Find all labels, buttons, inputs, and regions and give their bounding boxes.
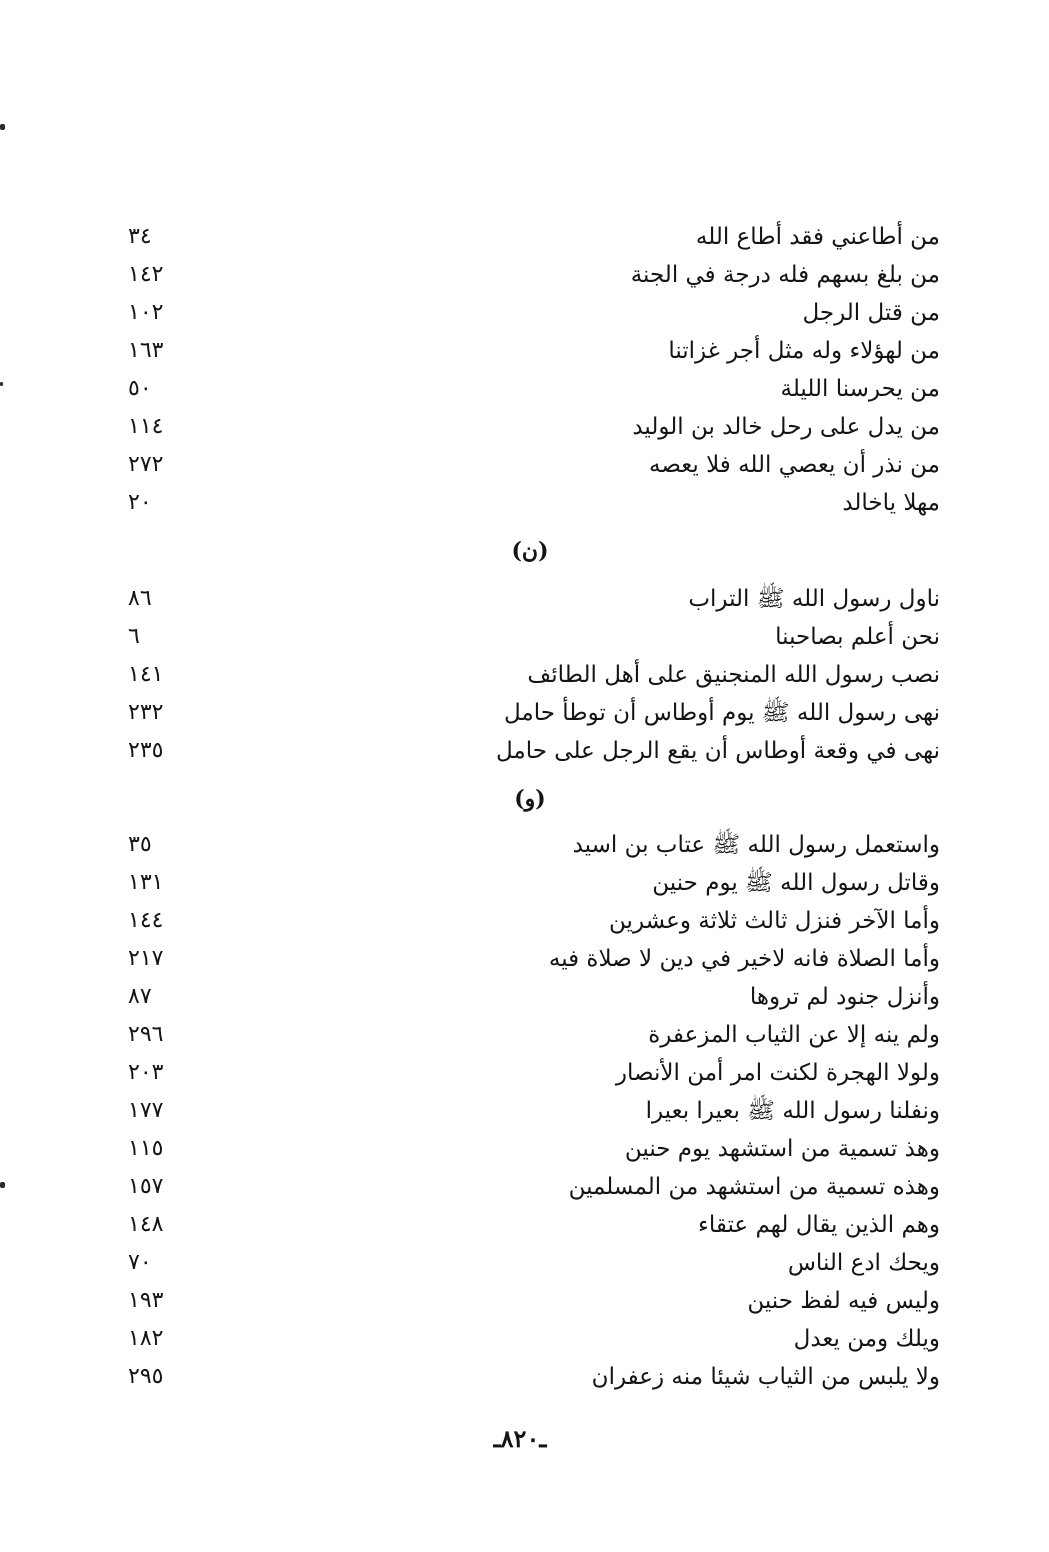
entry-text: نهى رسول الله ﷺ يوم أوطاس أن توطأ حامل xyxy=(503,700,940,726)
entry-page-number: ١٥٧ xyxy=(128,1174,164,1199)
entry-page-number: ٢٠٣ xyxy=(128,1060,164,1085)
index-group-waw xyxy=(120,826,940,1396)
index-entry xyxy=(120,256,940,294)
entry-text: ولولا الهجرة لكنت امر أمن الأنصار xyxy=(615,1060,940,1086)
index-entry xyxy=(120,1016,940,1054)
index-group-mim xyxy=(120,218,940,522)
entry-text: نحن أعلم بصاحبنا xyxy=(775,624,940,650)
entry-text: وهذه تسمية من استشهد من المسلمين xyxy=(568,1174,940,1200)
entry-text: وأما الصلاة فانه لاخير في دين لا صلاة فيه xyxy=(548,946,940,972)
entry-page-number: ٥٠ xyxy=(128,376,152,401)
entry-page-number: ١١٥ xyxy=(128,1136,164,1161)
index-entry xyxy=(120,446,940,484)
entry-text: ولم ينه إلا عن الثياب المزعفرة xyxy=(648,1022,940,1048)
index-entry xyxy=(120,1320,940,1358)
entry-text: واستعمل رسول الله ﷺ عتاب بن اسيد xyxy=(572,832,940,858)
entry-page-number: ١٤١ xyxy=(128,662,164,687)
entry-page-number: ٢٠ xyxy=(128,490,152,515)
entry-page-number: ٢٣٥ xyxy=(128,738,164,763)
index-entry xyxy=(120,1092,940,1130)
page-number: ـ٨٢٠ـ xyxy=(493,1424,547,1453)
entry-page-number: ٢٣٢ xyxy=(128,700,164,725)
index-entry xyxy=(120,408,940,446)
index-entry xyxy=(120,370,940,408)
index-entry xyxy=(120,940,940,978)
index-entry xyxy=(120,294,940,332)
index-entry xyxy=(120,580,940,618)
entry-page-number: ١٦٣ xyxy=(128,338,164,363)
index-entry xyxy=(120,732,940,770)
entry-page-number: ١٤٨ xyxy=(128,1212,164,1237)
entry-text: نصب رسول الله المنجنيق على أهل الطائف xyxy=(527,662,940,688)
index-entry xyxy=(120,1054,940,1092)
index-entry xyxy=(120,1206,940,1244)
index-entry xyxy=(120,218,940,256)
entry-page-number: ٣٥ xyxy=(128,832,152,857)
entry-text: وأما الآخر فنزل ثالث ثلاثة وعشرين xyxy=(609,908,940,934)
entry-text: وهم الذين يقال لهم عتقاء xyxy=(698,1212,940,1238)
index-entry xyxy=(120,864,940,902)
entry-page-number: ١٨٢ xyxy=(128,1326,164,1351)
entry-text: من قتل الرجل xyxy=(802,300,940,326)
entry-page-number: ٦ xyxy=(128,624,140,649)
entry-page-number: ٧٠ xyxy=(128,1250,152,1275)
entry-text: من نذر أن يعصي الله فلا يعصه xyxy=(648,452,940,478)
index-entry xyxy=(120,484,940,522)
index-entry xyxy=(120,1282,940,1320)
entry-page-number: ٨٦ xyxy=(128,586,152,611)
entry-page-number: ١٩٣ xyxy=(128,1288,164,1313)
entry-page-number: ٢٩٦ xyxy=(128,1022,164,1047)
entry-page-number: ١٤٢ xyxy=(128,262,164,287)
entry-page-number: ١٤٤ xyxy=(128,908,164,933)
index-entry xyxy=(120,1168,940,1206)
index-entry xyxy=(120,694,940,732)
entry-page-number: ٨٧ xyxy=(128,984,152,1009)
scan-mark xyxy=(0,124,5,130)
section-heading-nun: (ن) xyxy=(511,538,549,564)
index-entry xyxy=(120,332,940,370)
index-entry xyxy=(120,1244,940,1282)
entry-page-number: ١٠٢ xyxy=(128,300,164,325)
section-heading-waw: (و) xyxy=(514,786,546,812)
entry-text: ناول رسول الله ﷺ التراب xyxy=(688,586,940,612)
index-group-nun xyxy=(120,580,940,770)
index-entry xyxy=(120,618,940,656)
scan-mark xyxy=(0,382,3,386)
entry-text: من لهؤلاء وله مثل أجر غزاتنا xyxy=(668,338,940,364)
entry-page-number: ٣٤ xyxy=(128,224,152,249)
entry-text: مهلا ياخالد xyxy=(842,490,940,516)
entry-page-number: ١٧٧ xyxy=(128,1098,164,1123)
entry-page-number: ٢٧٢ xyxy=(128,452,164,477)
entry-page-number: ٢١٧ xyxy=(128,946,164,971)
entry-text: وقاتل رسول الله ﷺ يوم حنين xyxy=(652,870,940,896)
scan-mark xyxy=(0,1182,5,1188)
index-entry xyxy=(120,656,940,694)
entry-text: من يدل على رحل خالد بن الوليد xyxy=(632,414,940,440)
index-entry xyxy=(120,826,940,864)
entry-text: ونفلنا رسول الله ﷺ بعيرا بعيرا xyxy=(645,1098,940,1124)
entry-text: وليس فيه لفظ حنين xyxy=(747,1288,940,1314)
index-entry xyxy=(120,902,940,940)
index-entry xyxy=(120,1358,940,1396)
entry-text: من بلغ بسهم فله درجة في الجنة xyxy=(630,262,940,288)
entry-page-number: ١١٤ xyxy=(128,414,164,439)
entry-text: من أطاعني فقد أطاع الله xyxy=(695,224,940,250)
entry-page-number: ١٣١ xyxy=(128,870,164,895)
entry-text: وأنزل جنود لم تروها xyxy=(749,984,940,1010)
entry-text: من يحرسنا الليلة xyxy=(780,376,940,402)
entry-text: وهذ تسمية من استشهد يوم حنين xyxy=(624,1136,940,1162)
entry-text: نهى في وقعة أوطاس أن يقع الرجل على حامل xyxy=(496,738,940,764)
entry-page-number: ٢٩٥ xyxy=(128,1364,164,1389)
entry-text: ويحك ادع الناس xyxy=(787,1250,940,1276)
entry-text: ويلك ومن يعدل xyxy=(793,1326,940,1352)
entry-text: ولا يلبس من الثياب شيئا منه زعفران xyxy=(591,1364,940,1390)
index-entry xyxy=(120,978,940,1016)
index-entry xyxy=(120,1130,940,1168)
